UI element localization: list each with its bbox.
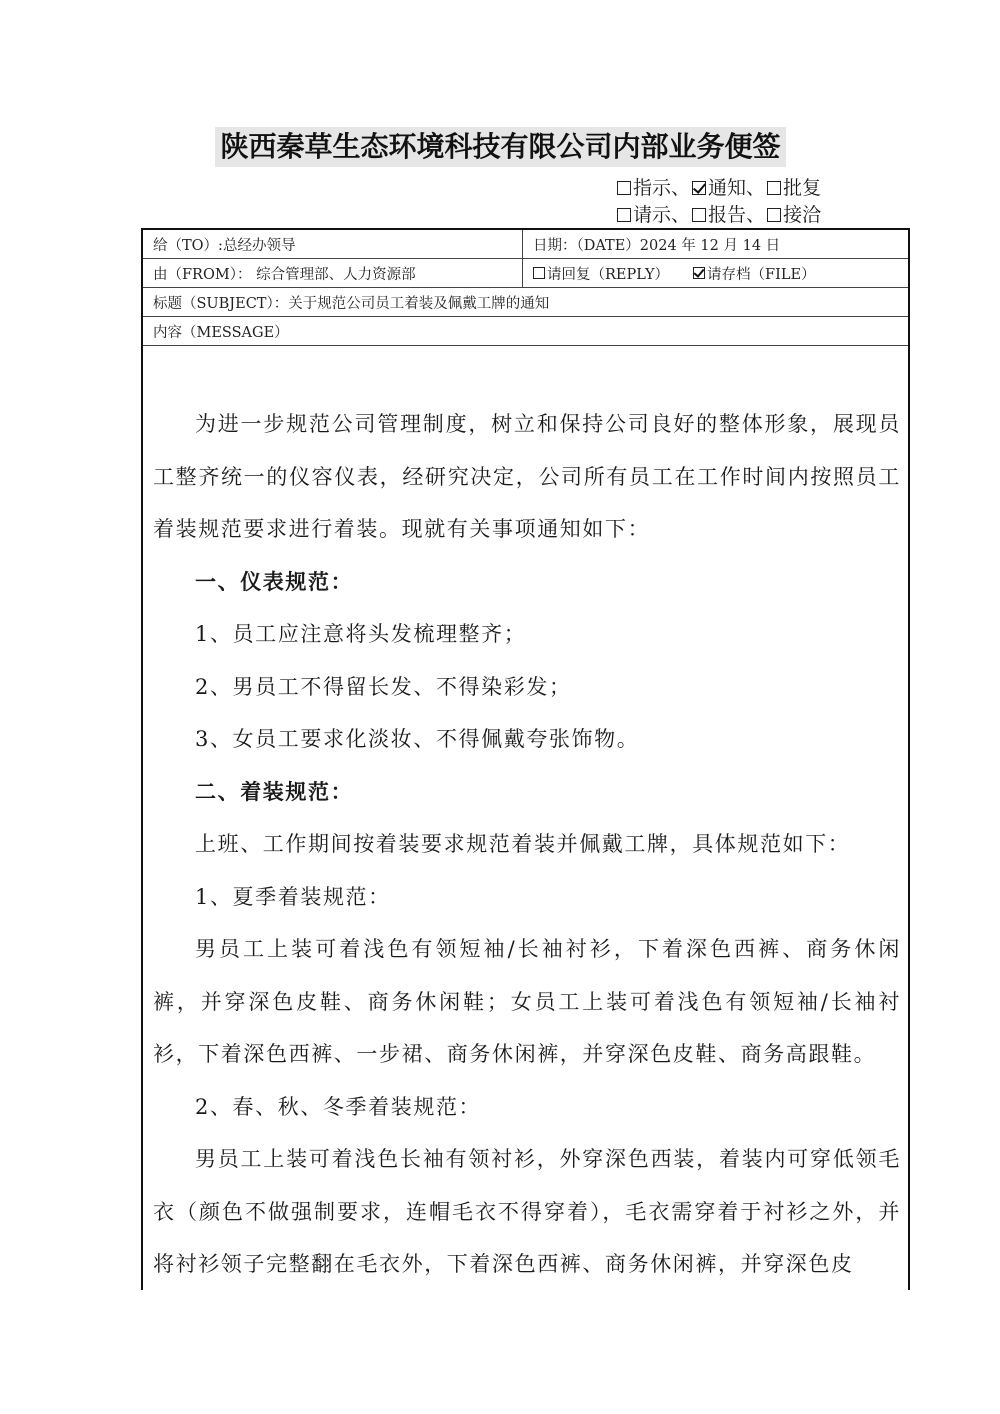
header-row-message: [143, 317, 908, 346]
date-field: 日期：（DATE）2024 年 12 月 14 日: [522, 230, 908, 258]
document-title: 陕西秦草生态环境科技有限公司内部业务便签: [220, 130, 781, 163]
reply-label: 请回复（REPLY）: [547, 266, 670, 283]
list-item: 2、男员工不得留长发、不得染彩发；: [195, 674, 572, 699]
memo-type-row-2: 请示、 报告、 接洽: [617, 202, 897, 229]
other-seasons-paragraph: 男员工上装可着浅色长袖有领衬衫，外穿深色西装，着装内可穿低领毛衣（颜色不做强制要求，连帽毛衣不得穿着），毛衣需穿着于衬衫之外，并将衬衫领子完整翻在毛衣外，下着深色西裤、商务休闲裤，并穿深色皮: [153, 1147, 901, 1276]
memo-type-option[interactable]: 请示: [617, 204, 671, 226]
section-heading: 二、着装规范：: [195, 779, 354, 804]
section-heading: 一、仪表规范：: [195, 569, 354, 594]
header-row-from-options: [143, 259, 908, 288]
checkbox-checked-icon[interactable]: [692, 181, 706, 195]
reply-file-options: [522, 259, 908, 287]
memo-type-option[interactable]: 报告: [692, 204, 746, 226]
checkbox-icon[interactable]: [617, 181, 631, 195]
memo-type-selector: [617, 175, 897, 229]
file-label: 请存档（FILE）: [707, 266, 816, 283]
checkbox-icon[interactable]: [767, 208, 781, 222]
from-field: 由（FROM）： 综合管理部、人力资源部: [153, 266, 416, 283]
list-item: 1、员工应注意将头发梳理整齐；: [195, 622, 527, 646]
memo-type-option[interactable]: 批复: [767, 177, 821, 199]
memo-type-row-1: 指示、 通知、 批复: [617, 175, 897, 202]
header-row-to-date: [143, 230, 908, 259]
memo-type-option[interactable]: 通知: [692, 177, 746, 199]
intro-paragraph: 为进一步规范公司管理制度，树立和保持公司良好的整体形象，展现员工整齐统一的仪容仪表，经研究决定，公司所有员工在工作时间内按照员工着装规范要求进行着装。现就有关事项通知如下：: [153, 412, 901, 541]
summer-paragraph: 男员工上装可着浅色有领短袖/长袖衬衫，下着深色西裤、商务休闲裤，并穿深色皮鞋、商务休闲鞋；女员工上装可着浅色有领短袖/长袖衬衫，下着深色西裤、一步裙、商务休闲裤，并穿深色皮鞋、商务高跟鞋。: [153, 937, 901, 1066]
reply-checkbox-icon[interactable]: [533, 267, 545, 279]
section-intro: 上班、工作期间按着装要求规范着装并佩戴工牌，具体规范如下：: [195, 832, 851, 856]
memo-type-option[interactable]: 接洽: [767, 204, 821, 226]
message-body: [153, 398, 901, 1291]
subsection-heading: 1、夏季着装规范：: [195, 884, 391, 909]
title-highlight: [215, 127, 786, 167]
to-field: 给（TO）:总经办领导: [153, 237, 296, 254]
list-item: 3、女员工要求化淡妆、不得佩戴夸张饰物。: [195, 727, 640, 751]
checkbox-icon[interactable]: [617, 208, 631, 222]
checkbox-icon[interactable]: [692, 208, 706, 222]
file-checkbox-checked-icon[interactable]: [693, 267, 705, 279]
subject-field: 标题（SUBJECT）：关于规范公司员工着装及佩戴工牌的通知: [153, 295, 550, 312]
memo-form: [141, 228, 910, 1290]
message-label: 内容（MESSAGE）: [153, 324, 289, 341]
memo-type-option[interactable]: 指示: [617, 177, 671, 199]
header-row-subject: [143, 288, 908, 317]
subsection-heading: 2、春、秋、冬季着装规范：: [195, 1094, 482, 1119]
checkbox-icon[interactable]: [767, 181, 781, 195]
